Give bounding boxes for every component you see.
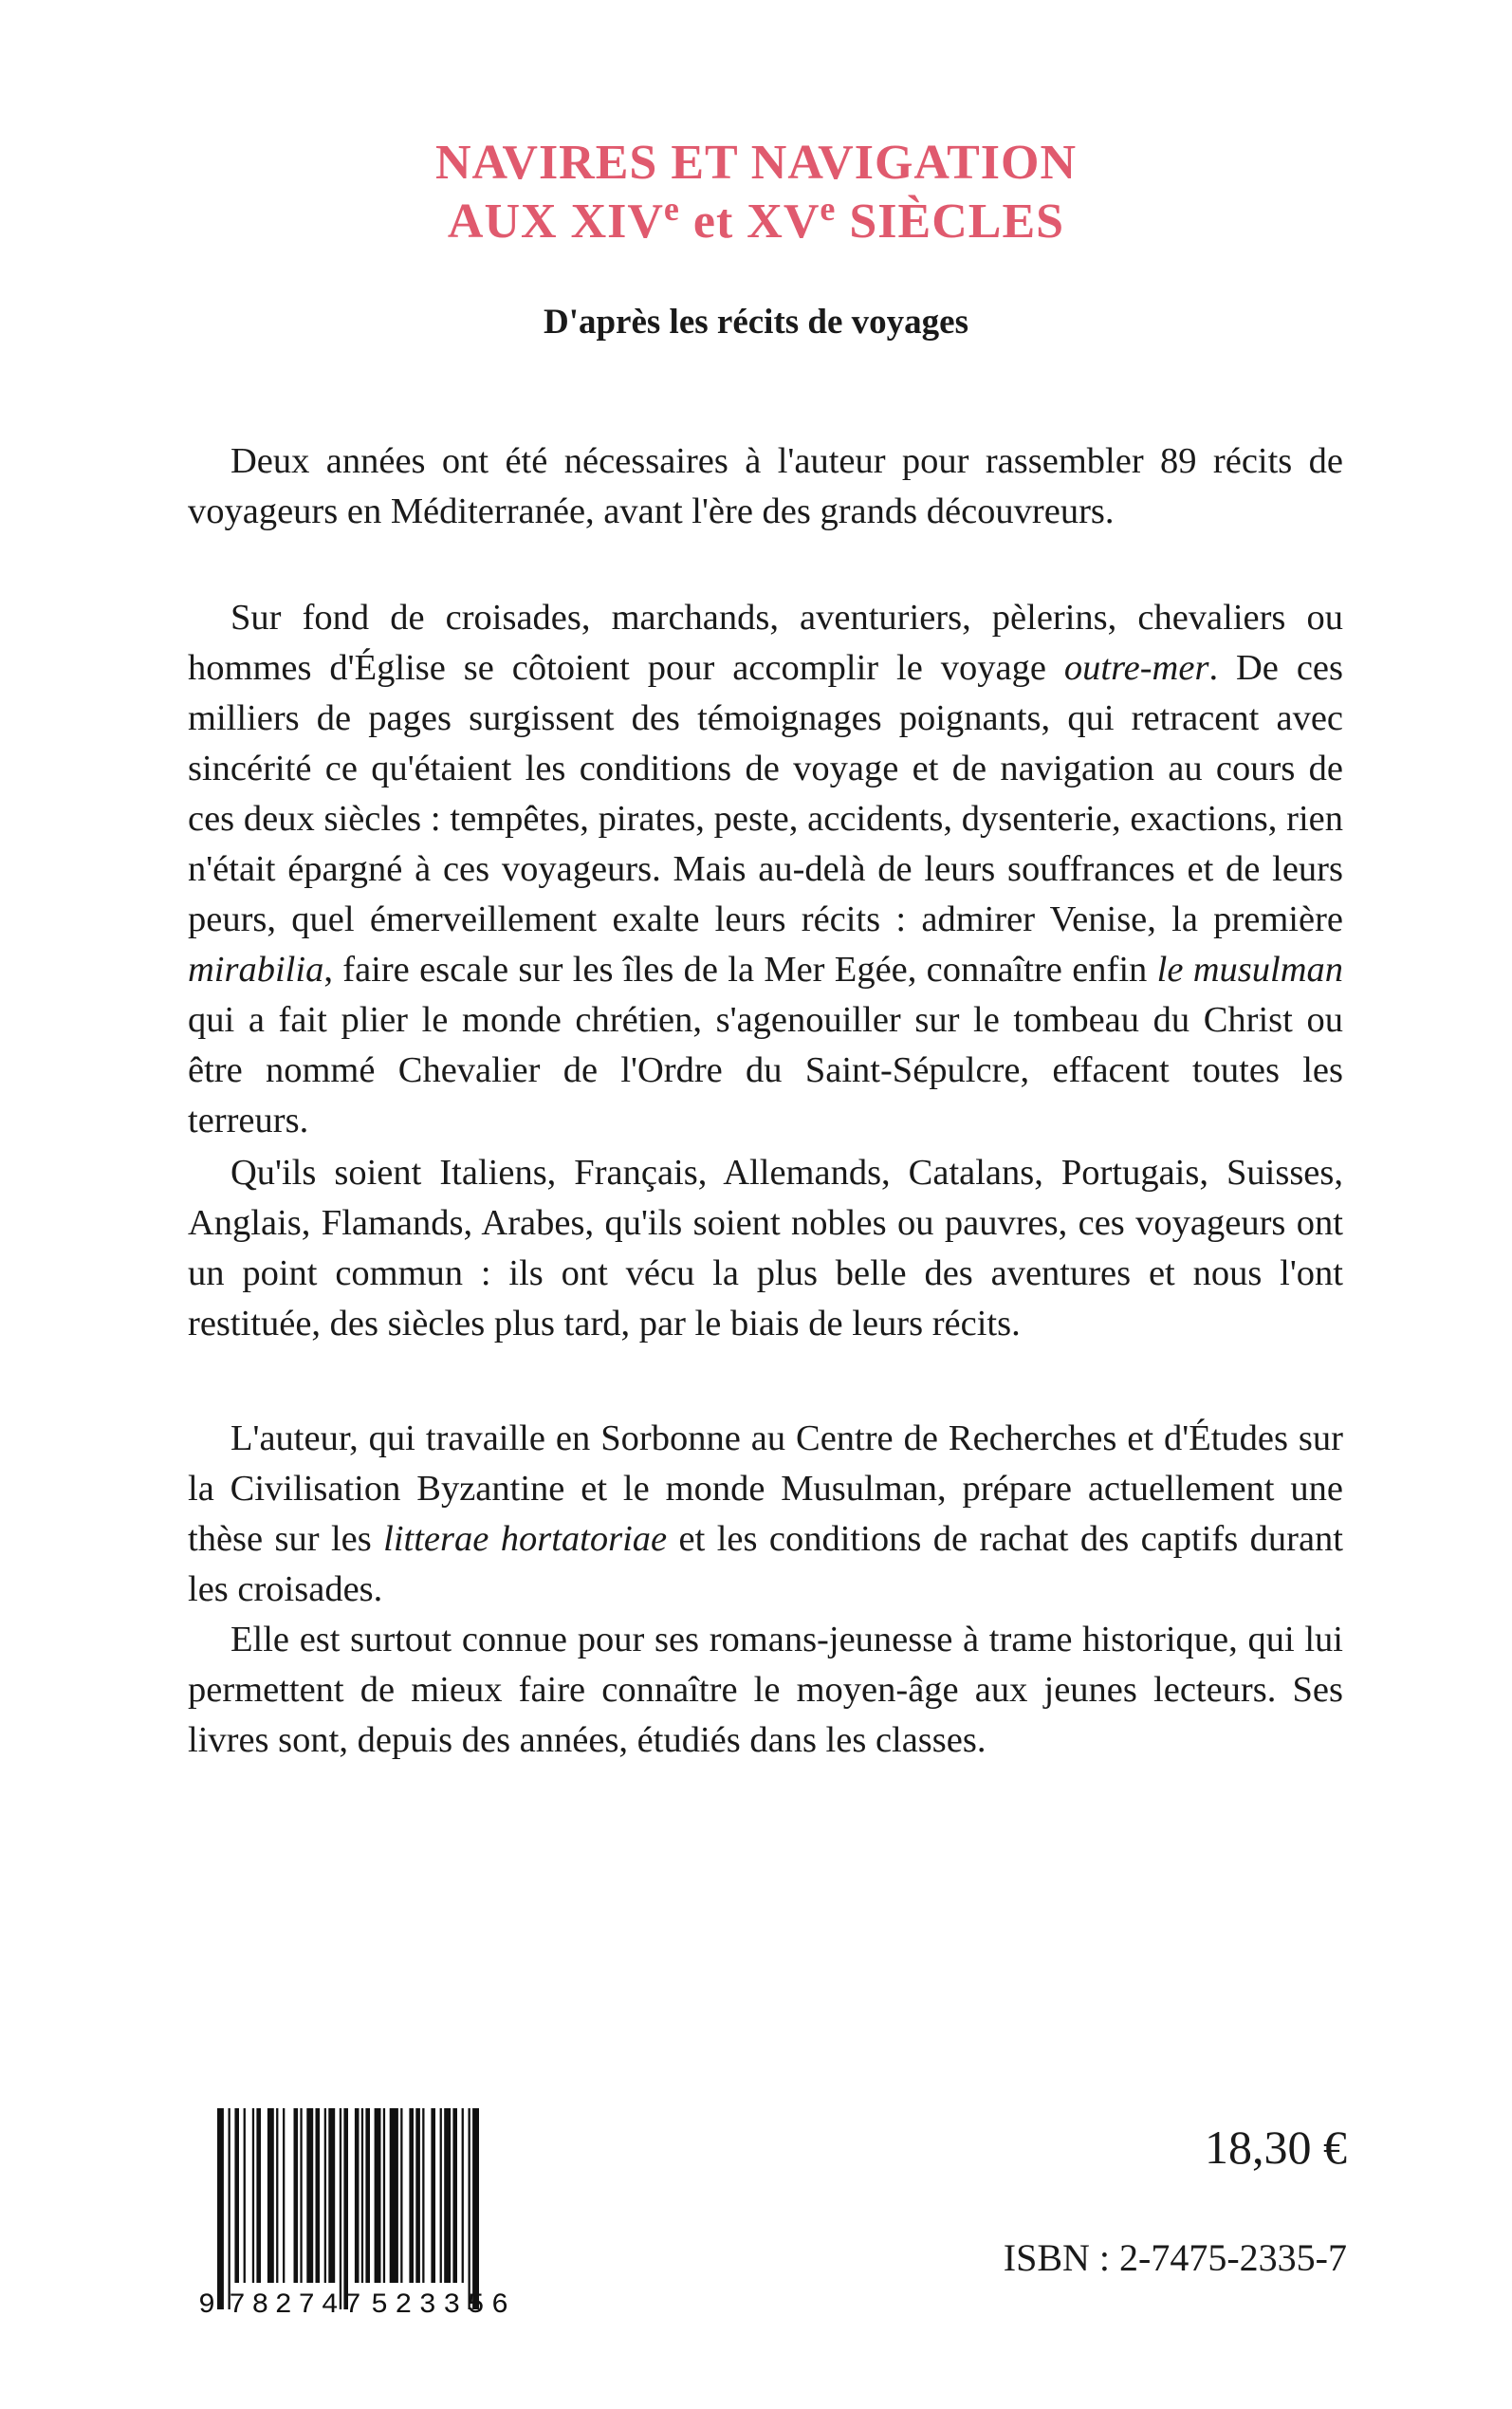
barcode-bar	[472, 2108, 479, 2309]
barcode-bar	[422, 2108, 424, 2283]
barcode-bar	[328, 2108, 335, 2283]
barcode	[196, 2108, 533, 2319]
barcode-bar	[444, 2108, 451, 2283]
barcode-bar	[267, 2108, 274, 2283]
author-paragraph-1: L'auteur, qui travaille en Sorbonne au Centre de Recherches et d'Études sur la Civilisation Byzantine et le monde Musulman, prépare actuellement une thèse sur les litterae hortatoriae et les conditions de rachat des captifs durant les croisades.	[188, 1418, 1343, 1609]
barcode-digits-right: 523356	[371, 2289, 508, 2319]
barcode-digits-left: 782747	[229, 2289, 361, 2319]
barcode-bar	[276, 2108, 278, 2283]
barcode-digit-first: 9	[198, 2289, 216, 2319]
barcode-bar	[283, 2108, 285, 2283]
barcode-bar	[355, 2108, 360, 2283]
barcode-bar	[469, 2108, 470, 2309]
barcode-bar	[229, 2108, 230, 2309]
price: 18,30 €	[1205, 2121, 1347, 2174]
author-paragraph-2: Elle est surtout connue pour ses romans-jeunesse à trame historique, qui lui permettent de mieux faire connaître le moyen-âge aux jeunes lecteurs. Ses livres sont, depuis des années, étudiés dans les classes.	[188, 1620, 1343, 1760]
book-subtitle: D'après les récits de voyages	[543, 303, 968, 342]
barcode-bar	[316, 2108, 321, 2283]
barcode-bar	[252, 2108, 254, 2283]
barcode-bar	[244, 2108, 246, 2283]
book-title-line-2: AUX XIVe et XVe SIÈCLES	[447, 190, 1065, 249]
summary-paragraph-3: Qu'ils soient Italiens, Français, Allemands, Catalans, Portugais, Suisses, Anglais, Flamands, Arabes, qu'ils soient nobles ou pauvres, ces voyageurs ont un point commun : ils ont vécu la plus belle des aventures et nous l'ont restituée, des siècles plus tard, par le biais de leurs récits.	[188, 1153, 1343, 1343]
isbn: ISBN : 2-7475-2335-7	[1003, 2236, 1347, 2279]
summary-paragraph-1: Deux années ont été nécessaires à l'auteur pour rassembler 89 récits de voyageurs en Méditerranée, avant l'ère des grands découvreurs.	[188, 441, 1343, 531]
barcode-bar	[343, 2108, 348, 2309]
barcode-bar	[375, 2108, 381, 2283]
barcode-bar	[462, 2108, 464, 2283]
barcode-bar	[365, 2108, 370, 2283]
barcode-bar	[440, 2108, 442, 2283]
barcode-bar	[452, 2108, 457, 2283]
barcode-bar	[340, 2108, 341, 2309]
barcode-bar	[390, 2108, 398, 2283]
book-title-line-1: NAVIRES ET NAVIGATION	[434, 136, 1078, 190]
barcode-bar	[300, 2108, 302, 2283]
barcode-bar	[324, 2108, 326, 2283]
barcode-bar	[234, 2108, 239, 2283]
barcode-bar	[409, 2108, 414, 2283]
barcode-bar	[306, 2108, 313, 2283]
barcode-bar	[256, 2108, 261, 2283]
summary-paragraph-2: Sur fond de croisades, marchands, aventuriers, pèlerins, chevaliers ou hommes d'Église se côtoient pour accomplir le voyage outre-mer. De ces milliers de pages surgissent des témoignages poignants, qui retracent avec sincérité ce qu'étaient les conditions de voyage et de navigation au cours de ces deux siècles : tempêtes, pirates, peste, accidents, dysenterie, exactions, rien n'était épargné à ces voyageurs. Mais au-delà de leurs souffrances et de leurs peurs, quel émerveillement exalte leurs récits : admirer Venise, la première mirabilia, faire escale sur les îles de la Mer Egée, connaître enfin le musulman qui a fait plier le monde chrétien, s'agenouiller sur le tombeau du Christ ou être nommé Chevalier de l'Ordre du Saint-Sépulcre, effacent toutes les terreurs.	[188, 598, 1344, 1140]
barcode-bar	[415, 2108, 420, 2283]
barcode-bar	[383, 2108, 385, 2283]
barcode-bar	[400, 2108, 402, 2283]
barcode-bar	[217, 2108, 224, 2309]
barcode-bar	[294, 2108, 299, 2283]
barcode-bar	[361, 2108, 363, 2283]
barcode-bar	[431, 2108, 435, 2283]
